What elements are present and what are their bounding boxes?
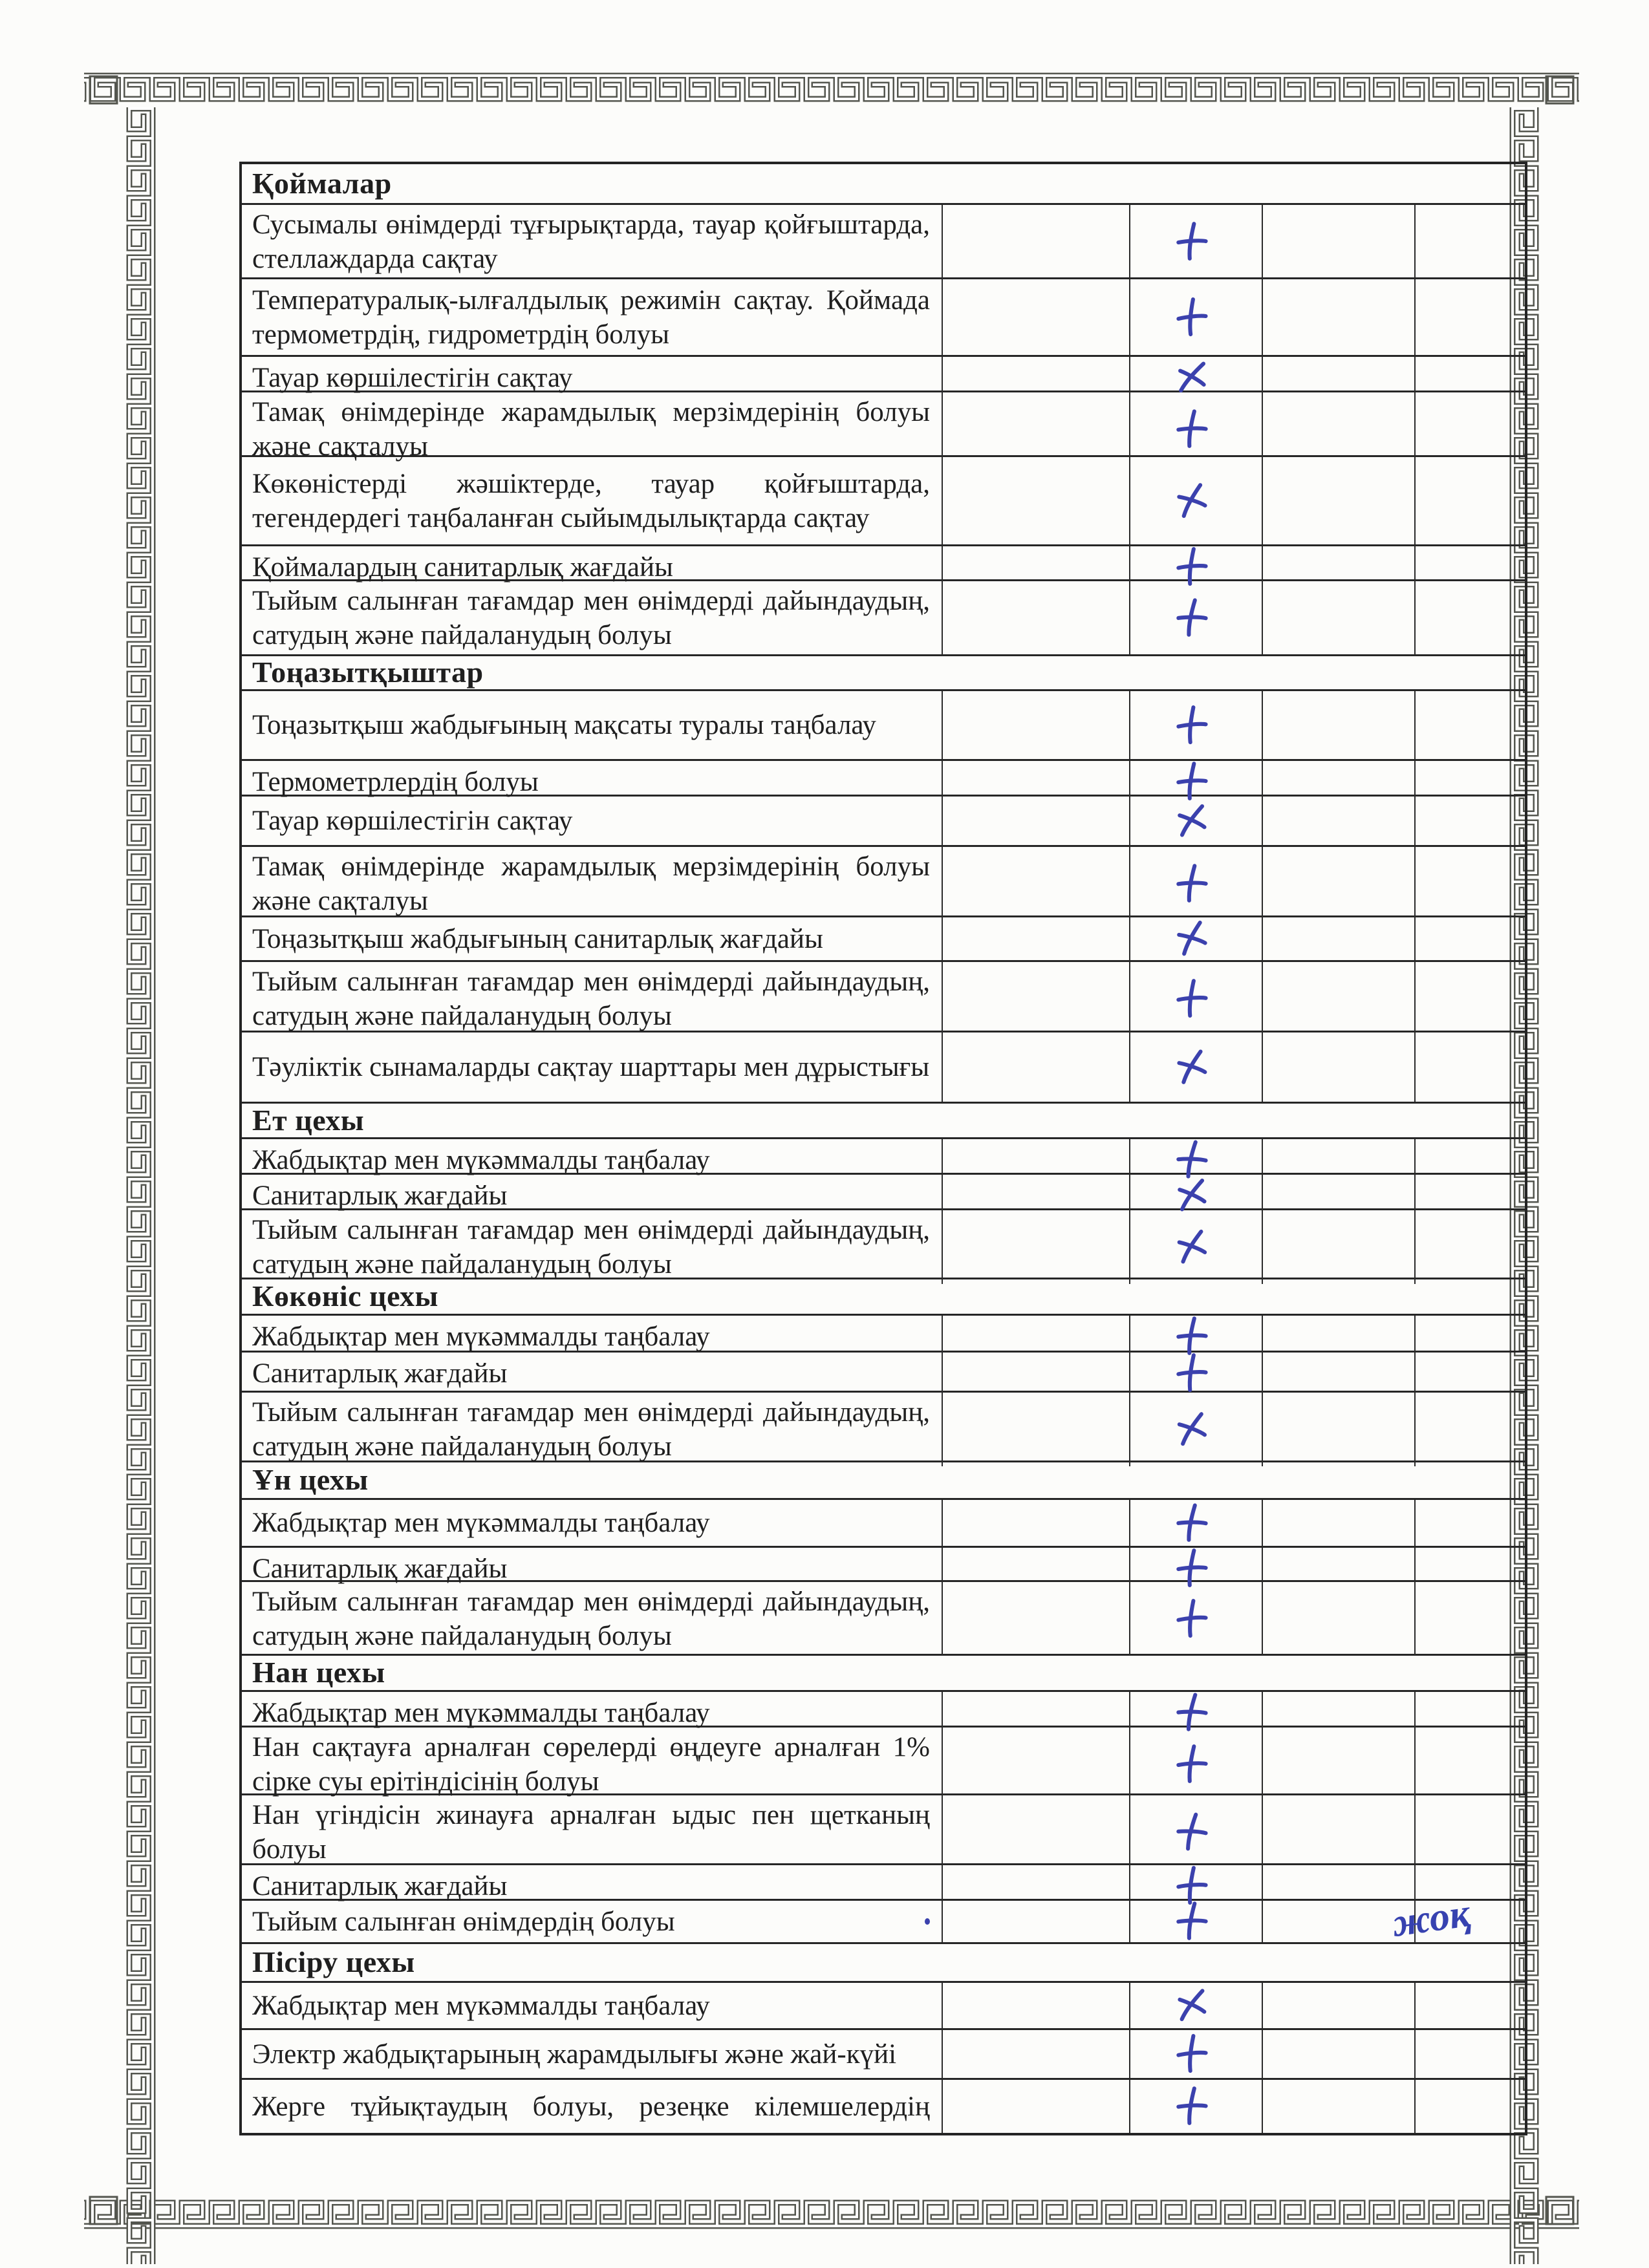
- mark-cell: [1129, 1353, 1262, 1394]
- handwritten-check-mark: [1166, 474, 1216, 527]
- handwritten-check-mark: [1165, 1978, 1218, 2033]
- note-cell: [1414, 1353, 1525, 1394]
- handwritten-check-mark: [1171, 861, 1212, 906]
- section-header-row-7: [242, 1942, 1525, 1981]
- requirement-text: Тамақ өнімдерінде жарамдылық мерзімдерінің болуы және сақталуы: [252, 397, 930, 462]
- handwritten-check-mark: [1170, 595, 1212, 641]
- handwritten-check-mark: [1172, 2033, 1211, 2076]
- requirement-text: Нан сақтауға арналған сөрелерді өңдеуге арналған 1% сірке суы ерітіндісінің болуы: [252, 1732, 930, 1797]
- requirement-text: Жерге тұйықтаудың болуы, резеңке кілемшелердің: [252, 2091, 930, 2122]
- table-row: [242, 1031, 1525, 1102]
- handwritten-check-mark: [1167, 912, 1217, 965]
- result-cell-1: [942, 1728, 1129, 1801]
- requirement-text-cell: [242, 1795, 942, 1869]
- result-cell-1: [942, 2030, 1129, 2078]
- note-cell: [1414, 392, 1525, 466]
- table-row: [242, 795, 1525, 845]
- mark-cell: [1129, 691, 1262, 759]
- requirement-text: Нан үгіндісін жинауға арналған ыдыс пен щетканың болуы: [252, 1800, 930, 1865]
- table-row: [242, 1391, 1525, 1460]
- requirement-text: Тауар көршілестігін сақтау: [252, 362, 573, 393]
- result-cell-2: [1262, 1316, 1414, 1357]
- requirement-text: Тыйым салынған тағамдар мен өнімдерді дайындаудың, сатудың және пайдаланудың болуы: [252, 1215, 930, 1279]
- handwritten-check-mark: [1165, 1220, 1217, 1274]
- requirement-text: Тыйым салынған тағамдар мен өнімдерді дайындаудың, сатудың және пайдаланудың болуы: [252, 586, 930, 650]
- note-cell: [1414, 962, 1525, 1036]
- result-cell-1: [942, 1393, 1129, 1466]
- section-title: Көкөніс цехы: [252, 1279, 438, 1312]
- handwritten-check-mark: [1172, 296, 1210, 339]
- table-row: [242, 390, 1525, 462]
- requirement-text: Санитарлық жағдайы: [252, 1180, 508, 1211]
- table-row: [242, 1314, 1525, 1351]
- section-header-row-6: [242, 1654, 1525, 1690]
- requirement-text-cell: [242, 1983, 942, 2028]
- result-cell-2: [1262, 1393, 1414, 1466]
- mark-cell: [1129, 962, 1262, 1036]
- mark-cell: [1129, 279, 1262, 355]
- mark-cell: [1129, 1728, 1262, 1801]
- table-row: [242, 1726, 1525, 1797]
- result-cell-1: [942, 917, 1129, 960]
- requirement-text-cell: [242, 1032, 942, 1102]
- note-cell: [1414, 1210, 1525, 1284]
- section-title: Ет цехы: [252, 1103, 365, 1137]
- requirement-text: Жабдықтар мен мүкәммалды таңбалау: [252, 1697, 710, 1728]
- table-row: [242, 1208, 1525, 1278]
- border-top-strip: [84, 72, 1579, 107]
- table-row: [242, 960, 1525, 1031]
- mark-cell: [1129, 1582, 1262, 1656]
- section-title: Қоймалар: [252, 166, 392, 200]
- result-cell-2: [1262, 797, 1414, 845]
- requirement-text: Санитарлық жағдайы: [252, 1553, 508, 1584]
- ink-speck: [925, 1918, 930, 1925]
- mark-cell: [1129, 797, 1262, 845]
- requirement-text-cell: [242, 1500, 942, 1546]
- requirement-text-cell: [242, 1728, 942, 1801]
- requirement-text: Көкөністерді жәшіктерде, тауар қойғыштарда, тегендердегі таңбаланған сыйымдылықтарда сақтау: [252, 468, 930, 533]
- note-cell: [1414, 2080, 1525, 2133]
- result-cell-1: [942, 205, 1129, 279]
- handwritten-check-mark: [1171, 407, 1211, 452]
- mark-cell: [1129, 1316, 1262, 1357]
- result-cell-2: [1262, 2030, 1414, 2078]
- result-cell-1: [942, 1983, 1129, 2028]
- mark-cell: [1129, 1393, 1262, 1466]
- requirement-text-cell: [242, 1210, 942, 1284]
- result-cell-1: [942, 691, 1129, 759]
- handwritten-check-mark: [1171, 2084, 1211, 2129]
- requirement-text-cell: [242, 1582, 942, 1656]
- table-row: [242, 355, 1525, 393]
- table-row: [242, 1890, 1525, 1946]
- note-cell: [1414, 847, 1525, 921]
- requirement-text: Жабдықтар мен мүкәммалды таңбалау: [252, 1508, 710, 1538]
- note-cell: [1414, 797, 1525, 845]
- requirement-text: Тыйым салынған тағамдар мен өнімдерді дайындаудың, сатудың және пайдаланудың болуы: [252, 967, 930, 1031]
- note-cell: [1414, 1393, 1525, 1466]
- table-row: [242, 277, 1525, 355]
- inspection-checklist-table: [239, 162, 1527, 2135]
- requirement-text: Қоймалардың санитарлық жағдайы: [252, 551, 673, 583]
- requirement-text-cell: [242, 1393, 942, 1466]
- handwritten-check-mark: [1172, 977, 1211, 1021]
- table-row: [242, 1863, 1525, 1899]
- result-cell-2: [1262, 917, 1414, 960]
- handwritten-check-mark: [1172, 1742, 1211, 1787]
- result-cell-2: [1262, 1032, 1414, 1102]
- handwritten-note: жоқ: [1389, 1890, 1473, 1946]
- section-title: Тоңазытқыштар: [252, 656, 484, 689]
- result-cell-1: [942, 962, 1129, 1036]
- mark-cell: [1129, 1901, 1262, 1942]
- table-row: [242, 1498, 1525, 1546]
- mark-cell: [1129, 1032, 1262, 1102]
- requirement-text-cell: [242, 691, 942, 759]
- section-title: Нан цехы: [252, 1656, 385, 1689]
- result-cell-2: [1262, 962, 1414, 1036]
- section-header-row-3: [242, 1102, 1525, 1137]
- note-cell: [1414, 457, 1525, 544]
- table-row: [242, 1981, 1525, 2028]
- table-row: [242, 544, 1525, 583]
- handwritten-check-mark: [1171, 1899, 1212, 1944]
- note-cell: [1389, 1890, 1525, 1946]
- note-cell: [1414, 1728, 1525, 1801]
- table-row: [242, 203, 1525, 277]
- note-cell: [1414, 2030, 1525, 2078]
- table-row: [242, 759, 1525, 795]
- table-row: [242, 689, 1525, 759]
- result-cell-2: [1262, 847, 1414, 921]
- result-cell-2: [1262, 205, 1414, 279]
- note-cell: [1414, 1316, 1525, 1357]
- mark-cell: [1129, 457, 1262, 544]
- requirement-text-cell: [242, 2030, 942, 2078]
- note-cell: [1414, 691, 1525, 759]
- mark-cell: [1129, 917, 1262, 960]
- table-row: [242, 1173, 1525, 1211]
- result-cell-2: [1262, 1582, 1414, 1656]
- requirement-text-cell: [242, 581, 942, 655]
- result-cell-2: [1262, 2080, 1414, 2133]
- requirement-text-cell: [242, 1353, 942, 1394]
- handwritten-check-mark: [1172, 1351, 1211, 1395]
- requirement-text-cell: [242, 457, 942, 544]
- mark-cell: [1129, 1210, 1262, 1284]
- result-cell-2: [1262, 1353, 1414, 1394]
- result-cell-1: [942, 847, 1129, 921]
- note-cell: [1414, 279, 1525, 355]
- table-row: [242, 455, 1525, 544]
- requirement-text: Термометрлердің болуы: [252, 766, 539, 797]
- table-row: [242, 1546, 1525, 1584]
- requirement-text: Температуралық-ылғалдылық режимін сақтау. Қоймада термометрдің, гидрометрдің болуы: [252, 284, 930, 350]
- table-row: [242, 579, 1525, 654]
- note-cell: [1414, 917, 1525, 960]
- handwritten-check-mark: [1165, 793, 1218, 848]
- note-cell: [1414, 205, 1525, 279]
- result-cell-2: [1262, 581, 1414, 655]
- result-cell-1: [942, 1582, 1129, 1656]
- requirement-text-cell: [242, 1316, 942, 1357]
- table-row: [242, 1690, 1525, 1726]
- result-cell-1: [942, 1316, 1129, 1357]
- result-cell-2: [1262, 691, 1414, 759]
- requirement-text: Тыйым салынған тағамдар мен өнімдерді дайындаудың, сатудың және пайдаланудың болуы: [252, 1587, 930, 1651]
- section-header-row-1: [242, 164, 1525, 203]
- mark-cell: [1129, 205, 1262, 279]
- result-cell-1: [942, 2080, 1129, 2133]
- handwritten-check-mark: [1166, 1040, 1217, 1093]
- table-row: [242, 845, 1525, 915]
- table-row: [242, 1580, 1525, 1654]
- result-cell-2: [1262, 1728, 1414, 1801]
- handwritten-check-mark: [1170, 1500, 1212, 1546]
- requirement-text: Тыйым салынған өнімдердің болуы: [252, 1906, 675, 1937]
- result-cell-1: [942, 1032, 1129, 1102]
- requirement-text-cell: [242, 205, 942, 279]
- requirement-text: Тауар көршілестігін сақтау: [252, 806, 573, 836]
- note-cell: [1414, 1032, 1525, 1102]
- requirement-text-cell: [242, 917, 942, 960]
- result-cell-1: [942, 1795, 1129, 1869]
- handwritten-check-mark: [1170, 1808, 1213, 1856]
- result-cell-1: [942, 279, 1129, 355]
- mark-cell: [1129, 847, 1262, 921]
- requirement-text-cell: [242, 962, 942, 1036]
- requirement-text: Тәуліктік сынамаларды сақтау шарттары мен дұрыстығы: [252, 1052, 930, 1082]
- requirement-text-cell: [242, 392, 942, 466]
- result-cell-1: [942, 1901, 1129, 1942]
- requirement-text-cell: [242, 279, 942, 355]
- result-cell-2: [1262, 1500, 1414, 1546]
- result-cell-2: [1262, 457, 1414, 544]
- handwritten-check-mark: [1172, 703, 1211, 747]
- mark-cell: [1129, 2080, 1262, 2133]
- table-row: [242, 1351, 1525, 1391]
- requirement-text: Электр жабдықтарының жарамдылығы және жай-күйі: [252, 2038, 897, 2070]
- border-left-strip: [121, 107, 156, 2264]
- table-row: [242, 1137, 1525, 1173]
- mark-cell: [1129, 2030, 1262, 2078]
- requirement-text: Тамақ өнімдерінде жарамдылық мерзімдерінің болуы және сақталуы: [252, 851, 930, 916]
- note-cell: [1414, 1983, 1525, 2028]
- requirement-text: Жабдықтар мен мүкәммалды таңбалау: [252, 1144, 710, 1175]
- result-cell-1: [942, 581, 1129, 655]
- note-cell: [1414, 1582, 1525, 1656]
- handwritten-check-mark: [1172, 220, 1211, 264]
- result-cell-1: [942, 1500, 1129, 1546]
- requirement-text: Санитарлық жағдайы: [252, 1870, 508, 1901]
- section-title: Пісіру цехы: [252, 1945, 415, 1978]
- result-cell-1: [942, 1210, 1129, 1284]
- requirement-text: Тоңазытқыш жабдығының санитарлық жағдайы: [252, 923, 823, 954]
- mark-cell: [1129, 1983, 1262, 2028]
- mark-cell: [1129, 392, 1262, 466]
- result-cell-2: [1262, 1983, 1414, 2028]
- section-header-row-2: [242, 654, 1525, 689]
- requirement-text-cell: [242, 2080, 942, 2133]
- result-cell-2: [1262, 1795, 1414, 1869]
- section-title: Ұн цехы: [252, 1463, 369, 1496]
- requirement-text: Тыйым салынған тағамдар мен өнімдерді дайындаудың, сатудың және пайдаланудың болуы: [252, 1397, 930, 1462]
- mark-cell: [1129, 581, 1262, 655]
- mark-cell: [1129, 1500, 1262, 1546]
- result-cell-1: [942, 1353, 1129, 1394]
- handwritten-check-mark: [1165, 1402, 1217, 1456]
- table-row: [242, 2078, 1525, 2133]
- note-cell: [1414, 1795, 1525, 1869]
- handwritten-check-mark: [1172, 1598, 1211, 1641]
- requirement-text: Жабдықтар мен мүкәммалды таңбалау: [252, 1990, 710, 2021]
- requirement-text-cell: [242, 1901, 942, 1942]
- result-cell-1: [942, 392, 1129, 466]
- requirement-text: Тоңазытқыш жабдығының мақсаты туралы таңбалау: [252, 710, 876, 740]
- result-cell-1: [942, 797, 1129, 845]
- requirement-text: Жабдықтар мен мүкәммалды таңбалау: [252, 1321, 710, 1352]
- mark-cell: [1129, 1795, 1262, 1869]
- requirement-text: Санитарлық жағдайы: [252, 1358, 508, 1389]
- table-row: [242, 915, 1525, 960]
- requirement-text: Сусымалы өнімдерді тұғырықтарда, тауар қойғыштарда, стеллаждарда сақтау: [252, 209, 930, 274]
- table-row: [242, 1793, 1525, 1863]
- note-cell: [1414, 581, 1525, 655]
- requirement-text-cell: [242, 847, 942, 921]
- result-cell-2: [1262, 392, 1414, 466]
- table-row: [242, 2028, 1525, 2078]
- result-cell-2: [1262, 279, 1414, 355]
- result-cell-2: [1262, 1210, 1414, 1284]
- requirement-text-cell: [242, 797, 942, 845]
- border-bottom-strip: [84, 2194, 1579, 2229]
- result-cell-1: [942, 457, 1129, 544]
- note-cell: [1414, 1500, 1525, 1546]
